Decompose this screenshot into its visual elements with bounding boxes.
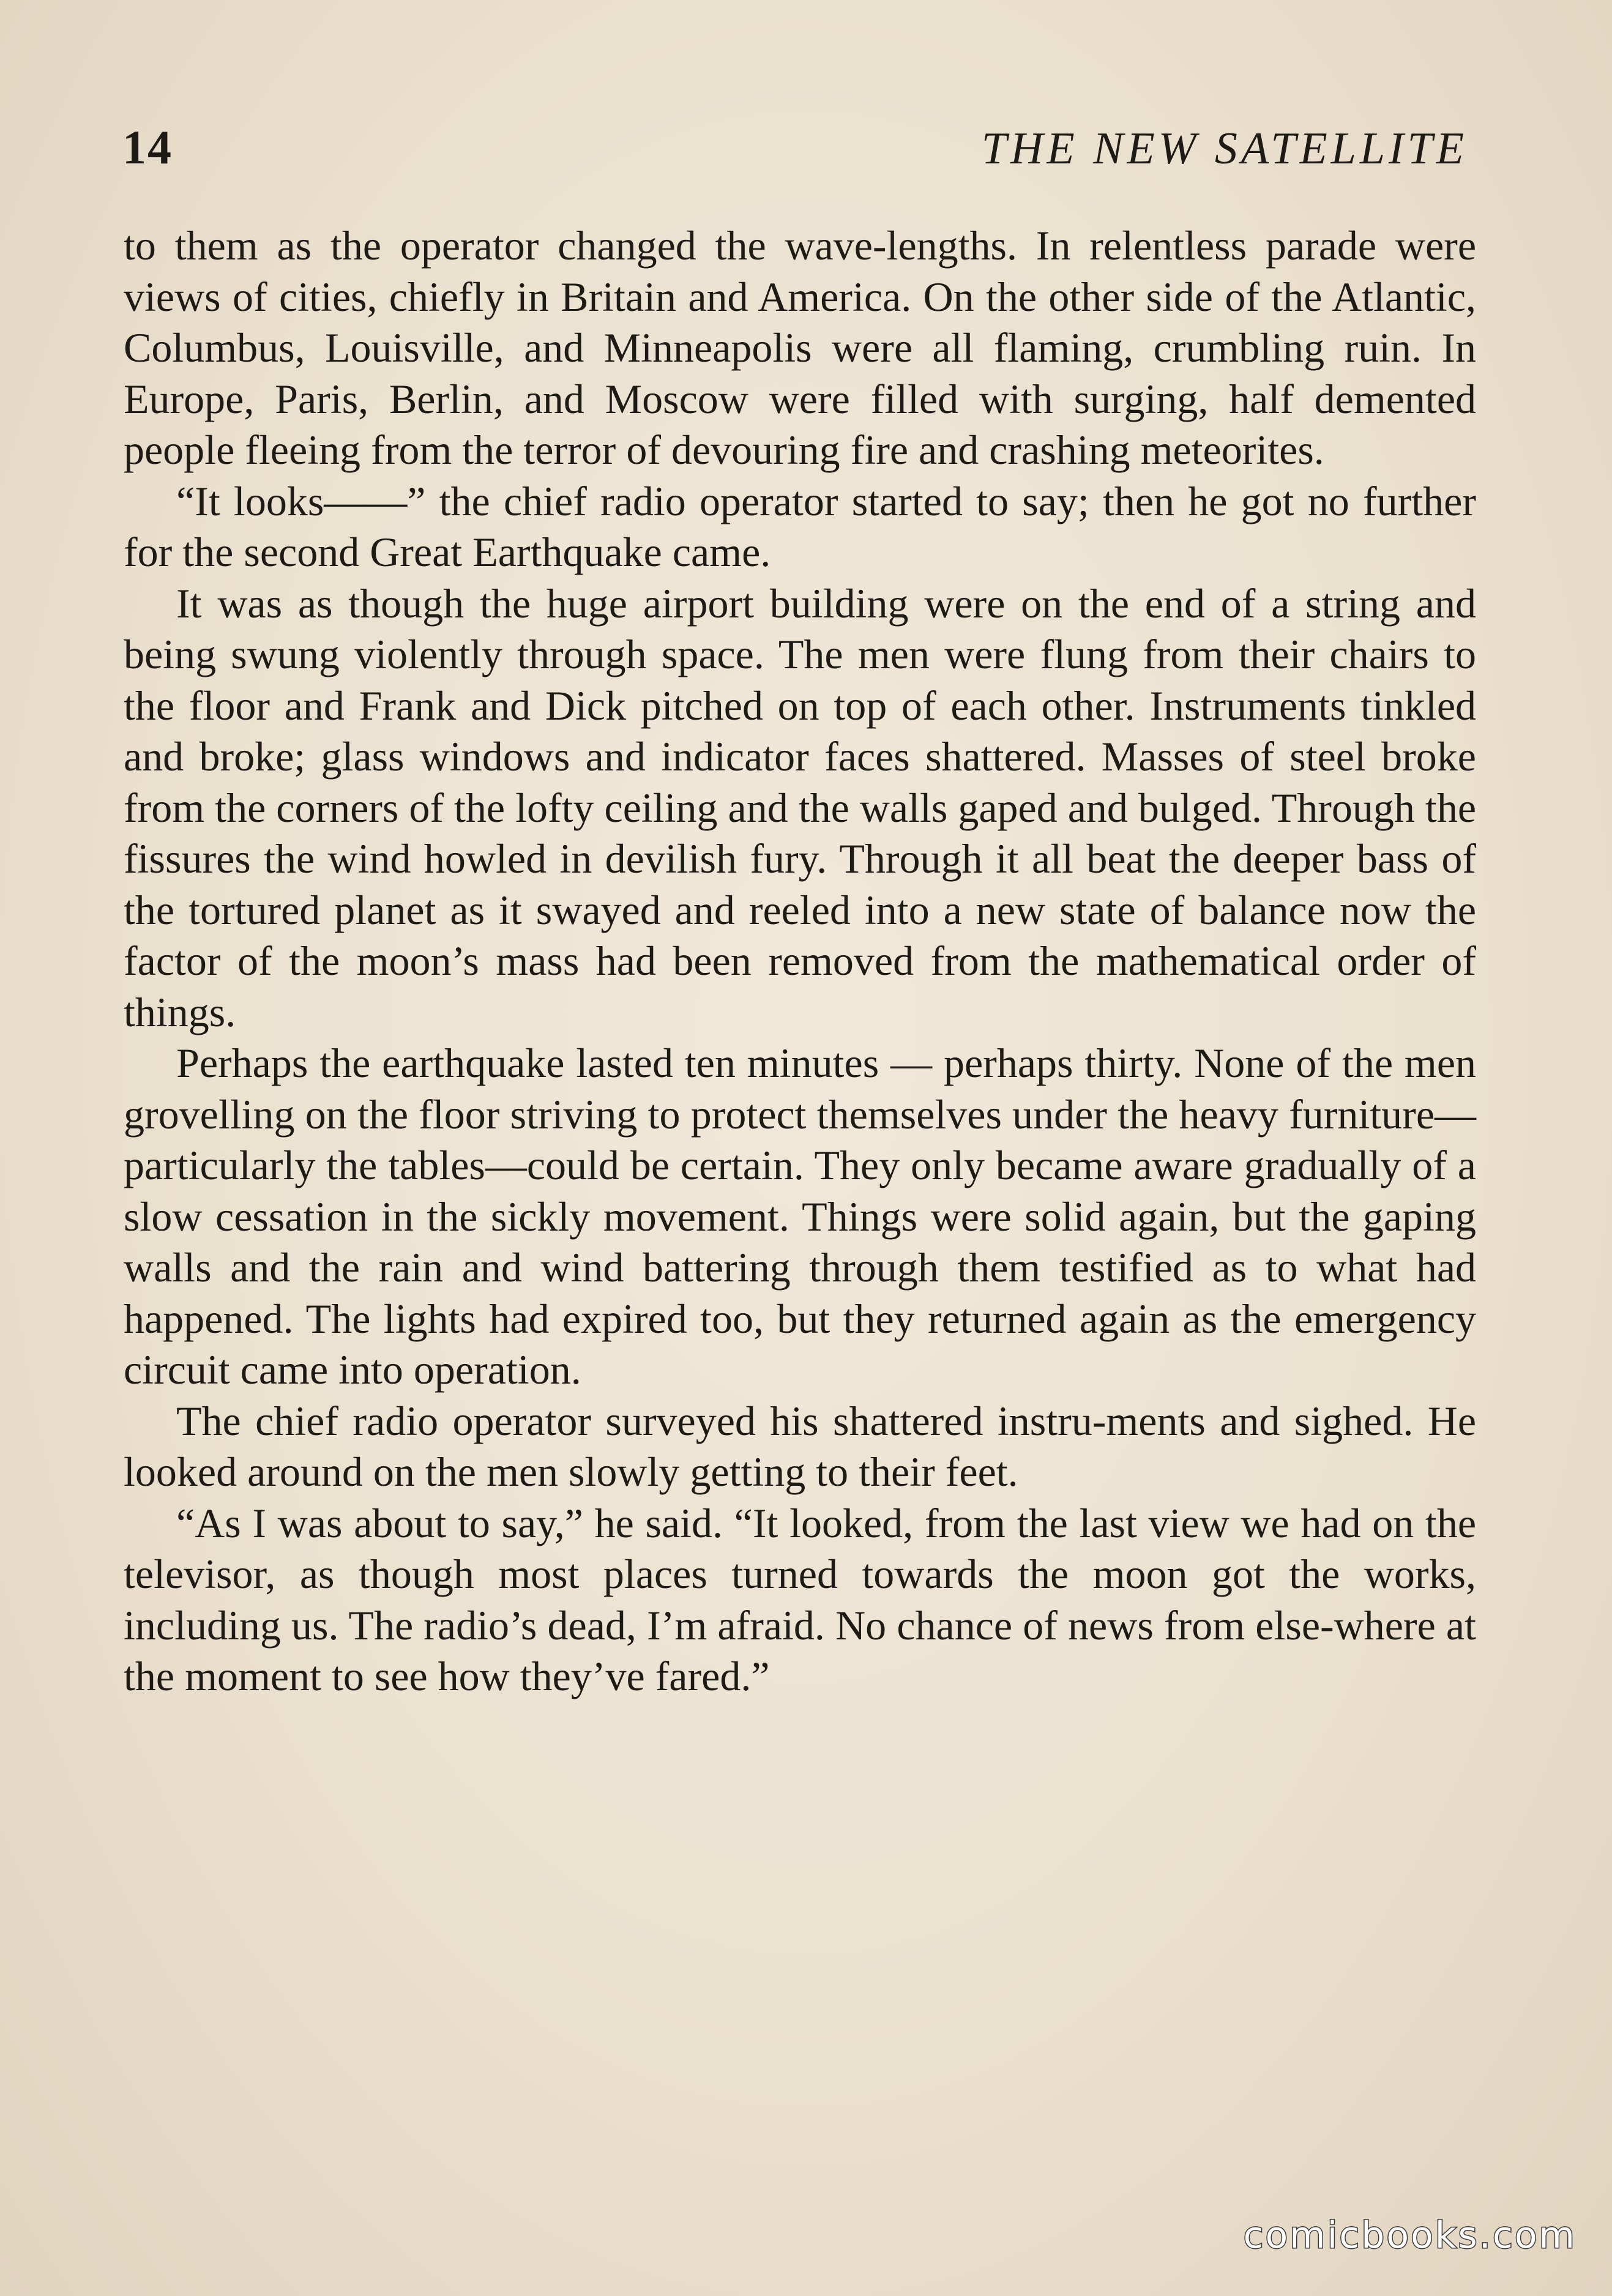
running-title: THE NEW SATELLITE bbox=[981, 124, 1468, 174]
body-text bbox=[124, 220, 1476, 1702]
paragraph: to them as the operator changed the wave-lengths. In relentless parade were views of cities, chiefly in Britain and America. On the other side of the Atlantic, Columbus, Louisville, and Minneapolis were all flaming, crumbling ruin. In Europe, Paris, Berlin, and Moscow were filled with surging, half demented people fleeing from the terror of devouring fire and crashing meteorites. bbox=[124, 222, 1476, 473]
paragraph: Perhaps the earthquake lasted ten minutes — perhaps thirty. None of the men grovelling on the floor striving to protect themselves under the heavy furniture—particularly the tables—could be certain. They only became aware gradually of a slow cessation in the sickly movement. Things were solid again, but the gaping walls and the rain and wind battering through them testified as to what had happened. The lights had expired too, but they returned again as the emergency circuit came into operation. bbox=[124, 1040, 1476, 1393]
paragraph: “As I was about to say,” he said. “It looked, from the last view we had on the televisor, as though most places turned towards the moon got the works, including us. The radio’s dead, I’m afraid. No chance of news from else-where at the moment to see how they’ve fared.” bbox=[124, 1499, 1476, 1699]
page-number: 14 bbox=[122, 121, 173, 174]
page-header bbox=[122, 120, 1468, 175]
paragraph: It was as though the huge airport building were on the end of a string and being swung violently through space. The men were flung from their chairs to the floor and Frank and Dick pitched on top of each other. Instruments tinkled and broke; glass windows and indicator faces shattered. Masses of steel broke from the corners of the lofty ceiling and the walls gaped and bulged. Through the fissures the wind howled in devilish fury. Through it all beat the deeper bass of the tortured planet as it swayed and reeled into a new state of balance now the factor of the moon’s mass had been removed from the mathematical order of things. bbox=[124, 580, 1476, 1035]
watermark: comicbooks.com bbox=[1243, 2214, 1577, 2257]
paragraph: “It looks——” the chief radio operator started to say; then he got no further for the second Great Earthquake came. bbox=[124, 477, 1476, 575]
paragraph: The chief radio operator surveyed his shattered instru-ments and sighed. He looked around on the men slowly getting to their feet. bbox=[124, 1397, 1476, 1495]
